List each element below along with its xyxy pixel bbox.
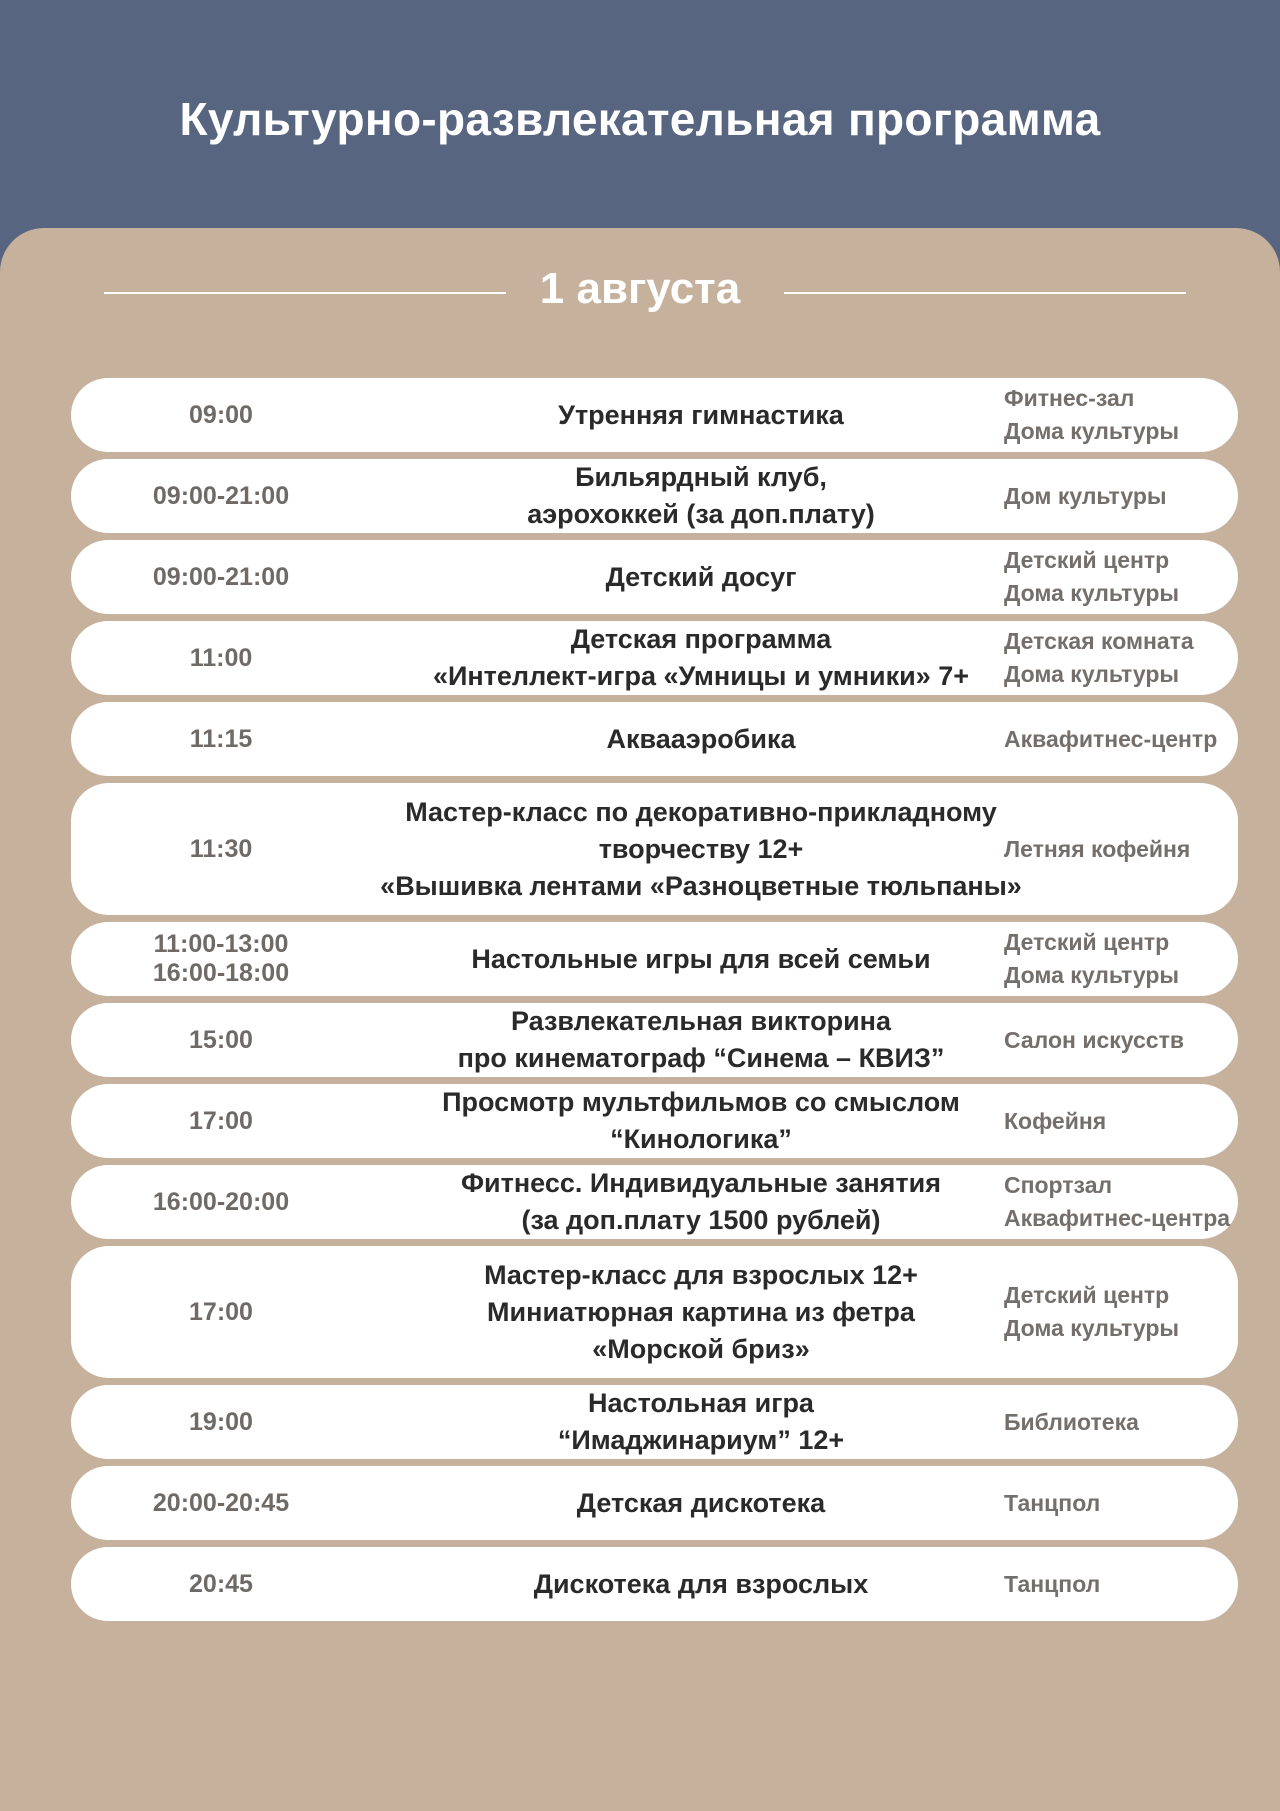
event-row xyxy=(71,1547,1238,1621)
event-title: Дискотека для взрослых xyxy=(533,1568,869,1599)
event-place: Аквафитнес-центр xyxy=(1004,725,1218,752)
event-time: 20:00-20:45 xyxy=(152,1488,290,1517)
event-row xyxy=(71,378,1238,452)
event-time: 11:15 xyxy=(189,724,253,753)
date-heading: 1 августа xyxy=(539,264,741,313)
event-row xyxy=(71,1385,1238,1459)
event-place: Салон искусств xyxy=(1004,1026,1184,1053)
event-time: 16:00-20:00 xyxy=(152,1187,290,1216)
event-place: Дом культуры xyxy=(1004,482,1167,509)
event-title: Мастер-класс для взрослых 12+ Миниатюрная картина из фетра «Морской бриз» xyxy=(484,1259,918,1364)
event-row xyxy=(71,621,1238,695)
event-time: 19:00 xyxy=(189,1407,253,1436)
event-row xyxy=(71,1003,1238,1077)
event-time: 09:00-21:00 xyxy=(152,562,290,591)
event-row xyxy=(71,783,1238,915)
event-time: 11:30 xyxy=(189,834,253,863)
event-place: Спортзал Аквафитнес-центра xyxy=(1004,1172,1231,1231)
event-time: 20:45 xyxy=(189,1569,253,1598)
event-place: Летняя кофейня xyxy=(1004,835,1191,862)
event-time: 09:00 xyxy=(189,400,253,429)
event-row xyxy=(71,1246,1238,1378)
page-header xyxy=(0,0,1280,250)
event-title: Детская дискотека xyxy=(576,1487,826,1518)
event-row xyxy=(71,459,1238,533)
event-place: Танцпол xyxy=(1004,1570,1101,1597)
event-place: Фитнес-зал Дома культуры xyxy=(1004,385,1180,444)
event-row xyxy=(71,922,1238,996)
event-time: 11:00-13:00 16:00-18:00 xyxy=(152,930,290,987)
event-row xyxy=(71,1466,1238,1540)
event-title: Утренняя гимнастика xyxy=(558,399,844,430)
event-title: Просмотр мультфильмов со смыслом “Кинологика” xyxy=(442,1087,960,1154)
event-place: Детский центр Дома культуры xyxy=(1004,929,1180,988)
event-title: Мастер-класс по декоративно-прикладному творчеству 12+ «Вышивка лентами «Разноцветные тюльпаны» xyxy=(380,796,1022,901)
event-time: 11:00 xyxy=(189,643,253,672)
event-place: Детский центр Дома культуры xyxy=(1004,1282,1180,1341)
event-title: Детская программа «Интеллект-игра «Умницы и умники» 7+ xyxy=(432,624,970,691)
event-time: 17:00 xyxy=(189,1106,253,1135)
page-title: Культурно-развлекательная программа xyxy=(179,93,1101,145)
date-divider-right xyxy=(784,292,1186,294)
event-place: Библиотека xyxy=(1004,1408,1139,1435)
event-row xyxy=(71,1084,1238,1158)
event-title: Настольные игры для всей семьи xyxy=(471,943,931,974)
event-title: Фитнесс. Индивидуальные занятия (за доп.плату 1500 рублей) xyxy=(460,1168,941,1235)
event-row xyxy=(71,1165,1238,1239)
event-title: Аквааэробика xyxy=(606,723,796,754)
event-place: Детский центр Дома культуры xyxy=(1004,547,1180,606)
event-title: Бильярдный клуб, аэрохоккей (за доп.плату) xyxy=(527,462,875,529)
event-place: Детская комната Дома культуры xyxy=(1004,628,1194,687)
event-row xyxy=(71,702,1238,776)
event-place: Танцпол xyxy=(1004,1489,1101,1516)
event-time: 09:00-21:00 xyxy=(152,481,290,510)
event-row xyxy=(71,540,1238,614)
event-title: Настольная игра “Имаджинариум” 12+ xyxy=(557,1388,845,1455)
event-time: 15:00 xyxy=(189,1025,253,1054)
event-title: Детский досуг xyxy=(605,561,797,592)
event-time: 17:00 xyxy=(189,1297,253,1326)
event-place: Кофейня xyxy=(1004,1107,1107,1134)
event-title: Развлекательная викторина про кинематограф “Синема – КВИЗ” xyxy=(457,1006,945,1073)
